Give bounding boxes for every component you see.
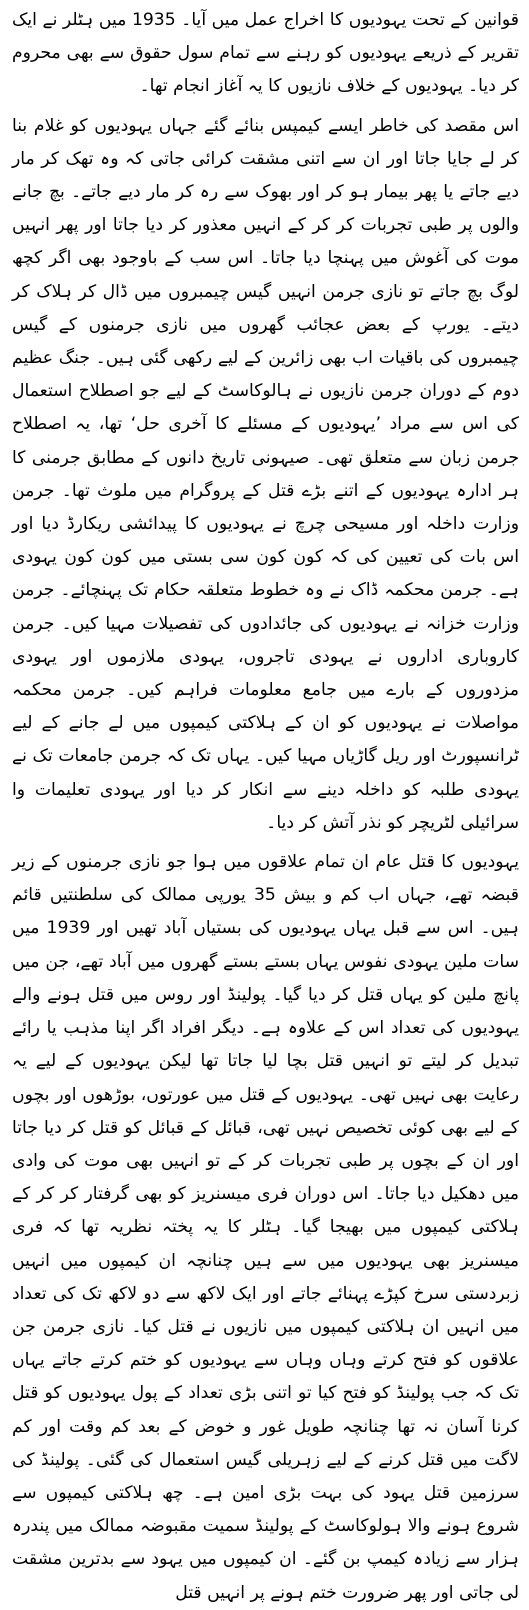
paragraph-3: یہودیوں کا قتل عام ان تمام علاقوں میں ہوا جو نازی جرمنوں کے زیر قبضہ تھے، جہاں اب کم و بیش 35 یورپی ممالک کی سلطنتیں قائم ہیں۔ اس سے قبل یہاں یہودیوں کی بستیاں آباد تھیں اور 1939 میں سات ملین یہودی نفوس یہاں بستے بستے گھروں میں آباد تھے، جن میں پانچ ملین کو یہاں قتل کر دیا گیا۔ پولینڈ اور روس میں قتل ہونے والے یہودیوں کی تعداد اس کے علاوہ ہے۔ دیگر افراد اگر اپنا مذہب یا رائے تبدیل کر لیتے تو انہیں قتل بچا لیا جاتا تھا لیکن یہودیوں کے لیے یہ رعایت بھی نہیں تھی۔ یہودیوں کے قتل میں عورتوں، بوڑھوں اور بچوں کے لیے بھی کوئی تخصیص نہیں تھی، قبائل کے قبائل کو قتل کر دیا جاتا اور ان کے بچوں پر طبی تجربات کر کے تو انہیں بھی موت کی وادی میں دھکیل دیا جاتا۔ اس دوران فری میسنریز کو بھی گرفتار کر کر کے ہلاکتی کیمپوں میں بھیجا گیا۔ ہٹلر کا یہ پختہ نظریہ تھا کہ فری میسنریز بھی یہودیوں میں سے ہیں چنانچہ ان کیمپوں میں انہیں زبردستی سرخ کپڑے پہنائے جاتے اور ایک لاکھ سے دو لاکھ تک کی تعداد میں انہیں ان ہلاکتی کیمپوں میں نازیوں نے قتل کیا۔ نازی جرمن جن علاقوں کو فتح کرتے وہاں وہاں سے یہودیوں کو ختم کرتے جاتے یہاں تک کہ جب پولینڈ کو فتح کیا تو اتنی بڑی تعداد کے پول یہودیوں کو قتل کرنا آسان نہ تھا چنانچہ طویل غور و خوض کے بعد کم وقت اور کم لاگت میں قتل کرنے کے لیے زہریلی گیس استعمال کی گئی۔ پولینڈ کی سرزمین قتل یہود کی بہت بڑی امین ہے۔ چھ ہلاکتی کیمپوں سے شروع ہونے والا ہولوکاسٹ کے پولینڈ سمیت مقبوضہ ممالک میں پندرہ ہزار سے زیادہ کیمپ بن گئے۔ ان کیمپوں میں یہود سے بدترین مشقت لی جاتی اور پھر ضرورت ختم ہونے پر انہیں قتل <box>12 852 520 1603</box>
paragraph-2: اس مقصد کی خاطر ایسے کیمپس بنائے گئے جہاں یہودیوں کو غلام بنا کر لے جایا جاتا اور ان سے اتنی مشقت کرائی جاتی کہ وہ تھک کر مار دیے جاتے یا پھر بیمار ہو کر اور بھوک سے رہ کر مار دیے جاتے۔ بچ جانے والوں پر طبی تجربات کر کر کے انہیں معذور کر دیا جاتا اور پھر انہیں موت کی آغوش میں پہنچا دیا جاتا۔ اس سب کے باوجود بھی اگر کچھ لوگ بچ جاتے تو نازی جرمن انہیں گیس چیمبروں میں ڈال کر ہلاک کر دیتے۔ یورپ کے بعض عجائب گھروں میں نازی جرمنوں کے گیس چیمبروں کی باقیات اب بھی زائرین کے لیے رکھی گئی ہیں۔ جنگ عظیم دوم کے دوران جرمن نازیوں نے ہالوکاسٹ کے لیے جو اصطلاح استعمال کی اس سے مراد ’یہودیوں کے مسئلے کا آخری حل‘ تھا، یہ اصطلاح جرمن زبان سے متعلق تھی۔ صیہونی تاریخ دانوں کے مطابق جرمنی کا ہر ادارہ یہودیوں کے اتنے بڑے قتل کے پروگرام میں ملوث تھا۔ جرمن وزارت داخلہ اور مسیحی چرچ نے یہودیوں کا پیدائشی ریکارڈ دیا اور اس بات کی تعیین کی کہ کون کون سی بستی میں کون کون یہودی ہے۔ جرمن محکمہ ڈاک نے وہ خطوط متعلقہ حکام تک پہنچائے۔ جرمن وزارت خزانہ نے یہودیوں کی جائدادوں کی تفصیلات مہیا کیں۔ جرمن کاروباری اداروں نے یہودی تاجروں، یہودی ملازموں اور یہودی مزدوروں کے بارے میں جامع معلومات فراہم کیں۔ جرمن محکمہ مواصلات نے یہودیوں کو ان کے ہلاکتی کیمپوں میں لے جانے کے لیے ٹرانسپورٹ اور ریل گاڑیاں مہیا کیں۔ یہاں تک کہ جرمن جامعات تک نے یہودی طلبہ کو داخلہ دینے سے انکار کر دیا اور یہودی تعلیمات وا سرائیلی لٹریچر کو نذر آتش کر دیا۔ <box>12 115 519 833</box>
paragraph-1: قوانین کے تحت یہودیوں کا اخراج عمل میں آیا۔ 1935 میں ہٹلر نے ایک تقریر کے ذریعے یہودیوں کو رہنے سے تمام سول حقوق سے بھی محروم کر دیا۔ یہودیوں کے خلاف نازیوں کا یہ آغاز انجام تھا۔ <box>12 10 520 97</box>
